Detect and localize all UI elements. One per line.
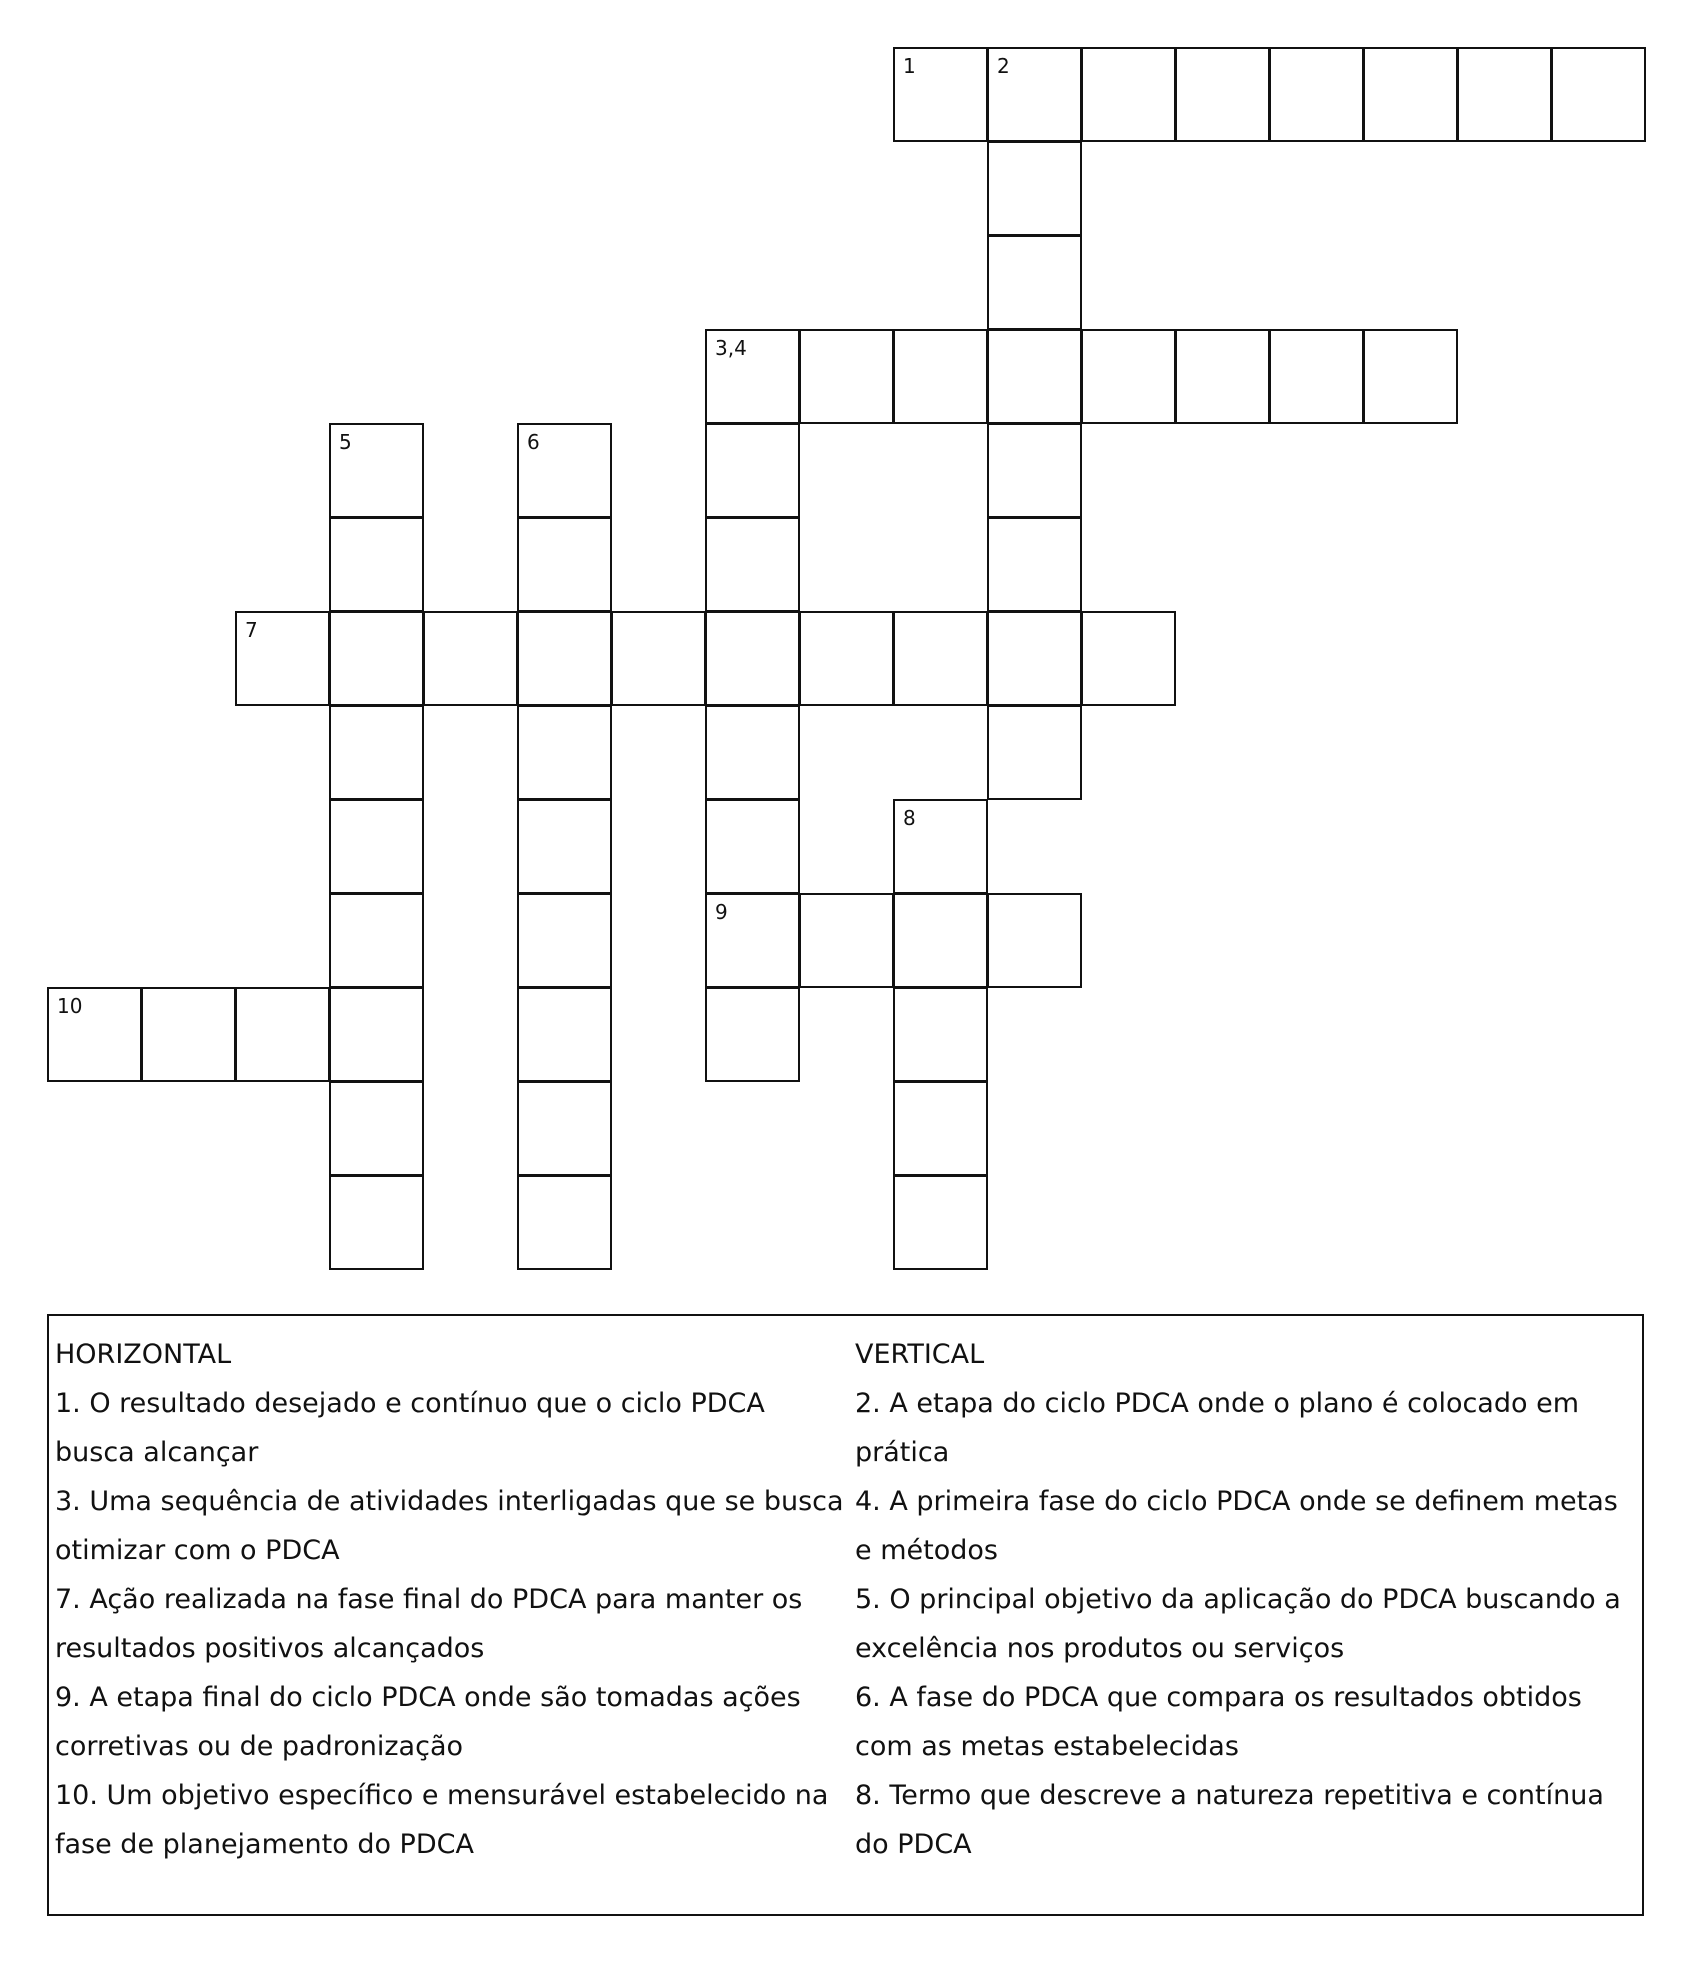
grid-cell-r3-c11[interactable] (1081, 329, 1176, 424)
grid-cell-r10-c2[interactable] (235, 987, 330, 1082)
grid-cell-r10-c9[interactable] (893, 987, 988, 1082)
grid-cell-r7-c3[interactable] (329, 705, 424, 800)
clue-horizontal-9: 9. A etapa final do ciclo PDCA onde são tomadas ações corretivas ou de padronização (55, 1682, 801, 1762)
clue-vertical-4: 4. A primeira fase do ciclo PDCA onde se definem metas e métodos (855, 1486, 1618, 1566)
grid-cell-r5-c5[interactable] (517, 517, 612, 612)
grid-cell-r12-c5[interactable] (517, 1175, 612, 1270)
clue-number-2: 2 (997, 54, 1010, 78)
clue-number-6: 6 (527, 430, 540, 454)
clue-vertical-5: 5. O principal objetivo da aplicação do PDCA buscando a excelência nos produtos ou serviços (855, 1584, 1621, 1664)
grid-cell-r6-c11[interactable] (1081, 611, 1176, 706)
grid-cell-r6-c7[interactable] (705, 611, 800, 706)
grid-cell-r6-c10[interactable] (987, 611, 1082, 706)
clue-horizontal-3: 3. Uma sequência de atividades interligadas que se busca otimizar com o PDCA (55, 1486, 844, 1566)
clue-vertical-6: 6. A fase do PDCA que compara os resultados obtidos com as metas estabelecidas (855, 1682, 1582, 1762)
horizontal-clues (55, 1330, 845, 1869)
grid-cell-r3-c12[interactable] (1175, 329, 1270, 424)
vertical-heading: VERTICAL (855, 1339, 985, 1370)
clue-number-8: 8 (903, 806, 916, 830)
grid-cell-r11-c3[interactable] (329, 1081, 424, 1176)
grid-cell-r12-c3[interactable] (329, 1175, 424, 1270)
grid-cell-r6-c3[interactable] (329, 611, 424, 706)
grid-cell-r0-c11[interactable] (1081, 47, 1176, 142)
grid-cell-r5-c7[interactable] (705, 517, 800, 612)
grid-cell-r0-c15[interactable] (1457, 47, 1552, 142)
grid-cell-r4-c7[interactable] (705, 423, 800, 518)
grid-cell-r9-c3[interactable] (329, 893, 424, 988)
grid-cell-r7-c7[interactable] (705, 705, 800, 800)
grid-cell-r6-c5[interactable] (517, 611, 612, 706)
grid-cell-r3-c8[interactable] (799, 329, 894, 424)
grid-cell-r8-c7[interactable] (705, 799, 800, 894)
grid-cell-r6-c8[interactable] (799, 611, 894, 706)
grid-cell-r3-c14[interactable] (1363, 329, 1458, 424)
clue-number-34: 3,4 (715, 336, 747, 360)
grid-cell-r2-c10[interactable] (987, 235, 1082, 330)
horizontal-heading: HORIZONTAL (55, 1339, 232, 1370)
grid-cell-r8-c5[interactable] (517, 799, 612, 894)
grid-cell-r10-c0[interactable] (47, 987, 142, 1082)
grid-cell-r4-c10[interactable] (987, 423, 1082, 518)
grid-cell-r4-c5[interactable] (517, 423, 612, 518)
clue-vertical-8: 8. Termo que descreve a natureza repetitiva e contínua do PDCA (855, 1780, 1604, 1860)
clue-number-5: 5 (339, 430, 352, 454)
grid-cell-r9-c7[interactable] (705, 893, 800, 988)
grid-cell-r8-c3[interactable] (329, 799, 424, 894)
grid-cell-r12-c9[interactable] (893, 1175, 988, 1270)
grid-cell-r1-c10[interactable] (987, 141, 1082, 236)
grid-cell-r7-c10[interactable] (987, 705, 1082, 800)
clues-box (47, 1314, 1644, 1916)
grid-cell-r10-c5[interactable] (517, 987, 612, 1082)
grid-cell-r10-c3[interactable] (329, 987, 424, 1082)
grid-cell-r3-c13[interactable] (1269, 329, 1364, 424)
grid-cell-r6-c2[interactable] (235, 611, 330, 706)
grid-cell-r11-c9[interactable] (893, 1081, 988, 1176)
grid-cell-r6-c4[interactable] (423, 611, 518, 706)
clue-vertical-2: 2. A etapa do ciclo PDCA onde o plano é colocado em prática (855, 1388, 1580, 1468)
grid-cell-r6-c6[interactable] (611, 611, 706, 706)
grid-cell-r0-c14[interactable] (1363, 47, 1458, 142)
grid-cell-r9-c10[interactable] (987, 893, 1082, 988)
clue-number-7: 7 (245, 618, 258, 642)
clue-number-1: 1 (903, 54, 916, 78)
grid-cell-r9-c5[interactable] (517, 893, 612, 988)
grid-cell-r0-c13[interactable] (1269, 47, 1364, 142)
grid-cell-r3-c10[interactable] (987, 329, 1082, 424)
grid-cell-r11-c5[interactable] (517, 1081, 612, 1176)
grid-cell-r5-c3[interactable] (329, 517, 424, 612)
vertical-clues (855, 1330, 1635, 1869)
grid-cell-r9-c9[interactable] (893, 893, 988, 988)
grid-cell-r9-c8[interactable] (799, 893, 894, 988)
clue-number-10: 10 (57, 994, 83, 1018)
grid-cell-r10-c1[interactable] (141, 987, 236, 1082)
clue-number-9: 9 (715, 900, 728, 924)
grid-cell-r8-c9[interactable] (893, 799, 988, 894)
grid-cell-r6-c9[interactable] (893, 611, 988, 706)
grid-cell-r3-c7[interactable] (705, 329, 800, 424)
clue-horizontal-10: 10. Um objetivo específico e mensurável estabelecido na fase de planejamento do PDCA (55, 1780, 829, 1860)
grid-cell-r0-c16[interactable] (1551, 47, 1646, 142)
grid-cell-r4-c3[interactable] (329, 423, 424, 518)
grid-cell-r3-c9[interactable] (893, 329, 988, 424)
grid-cell-r10-c7[interactable] (705, 987, 800, 1082)
grid-cell-r7-c5[interactable] (517, 705, 612, 800)
grid-cell-r0-c10[interactable] (987, 47, 1082, 142)
grid-cell-r0-c9[interactable] (893, 47, 988, 142)
grid-cell-r5-c10[interactable] (987, 517, 1082, 612)
clue-horizontal-1: 1. O resultado desejado e contínuo que o ciclo PDCA busca alcançar (55, 1388, 765, 1468)
grid-cell-r0-c12[interactable] (1175, 47, 1270, 142)
clue-horizontal-7: 7. Ação realizada na fase final do PDCA para manter os resultados positivos alcançados (55, 1584, 803, 1664)
